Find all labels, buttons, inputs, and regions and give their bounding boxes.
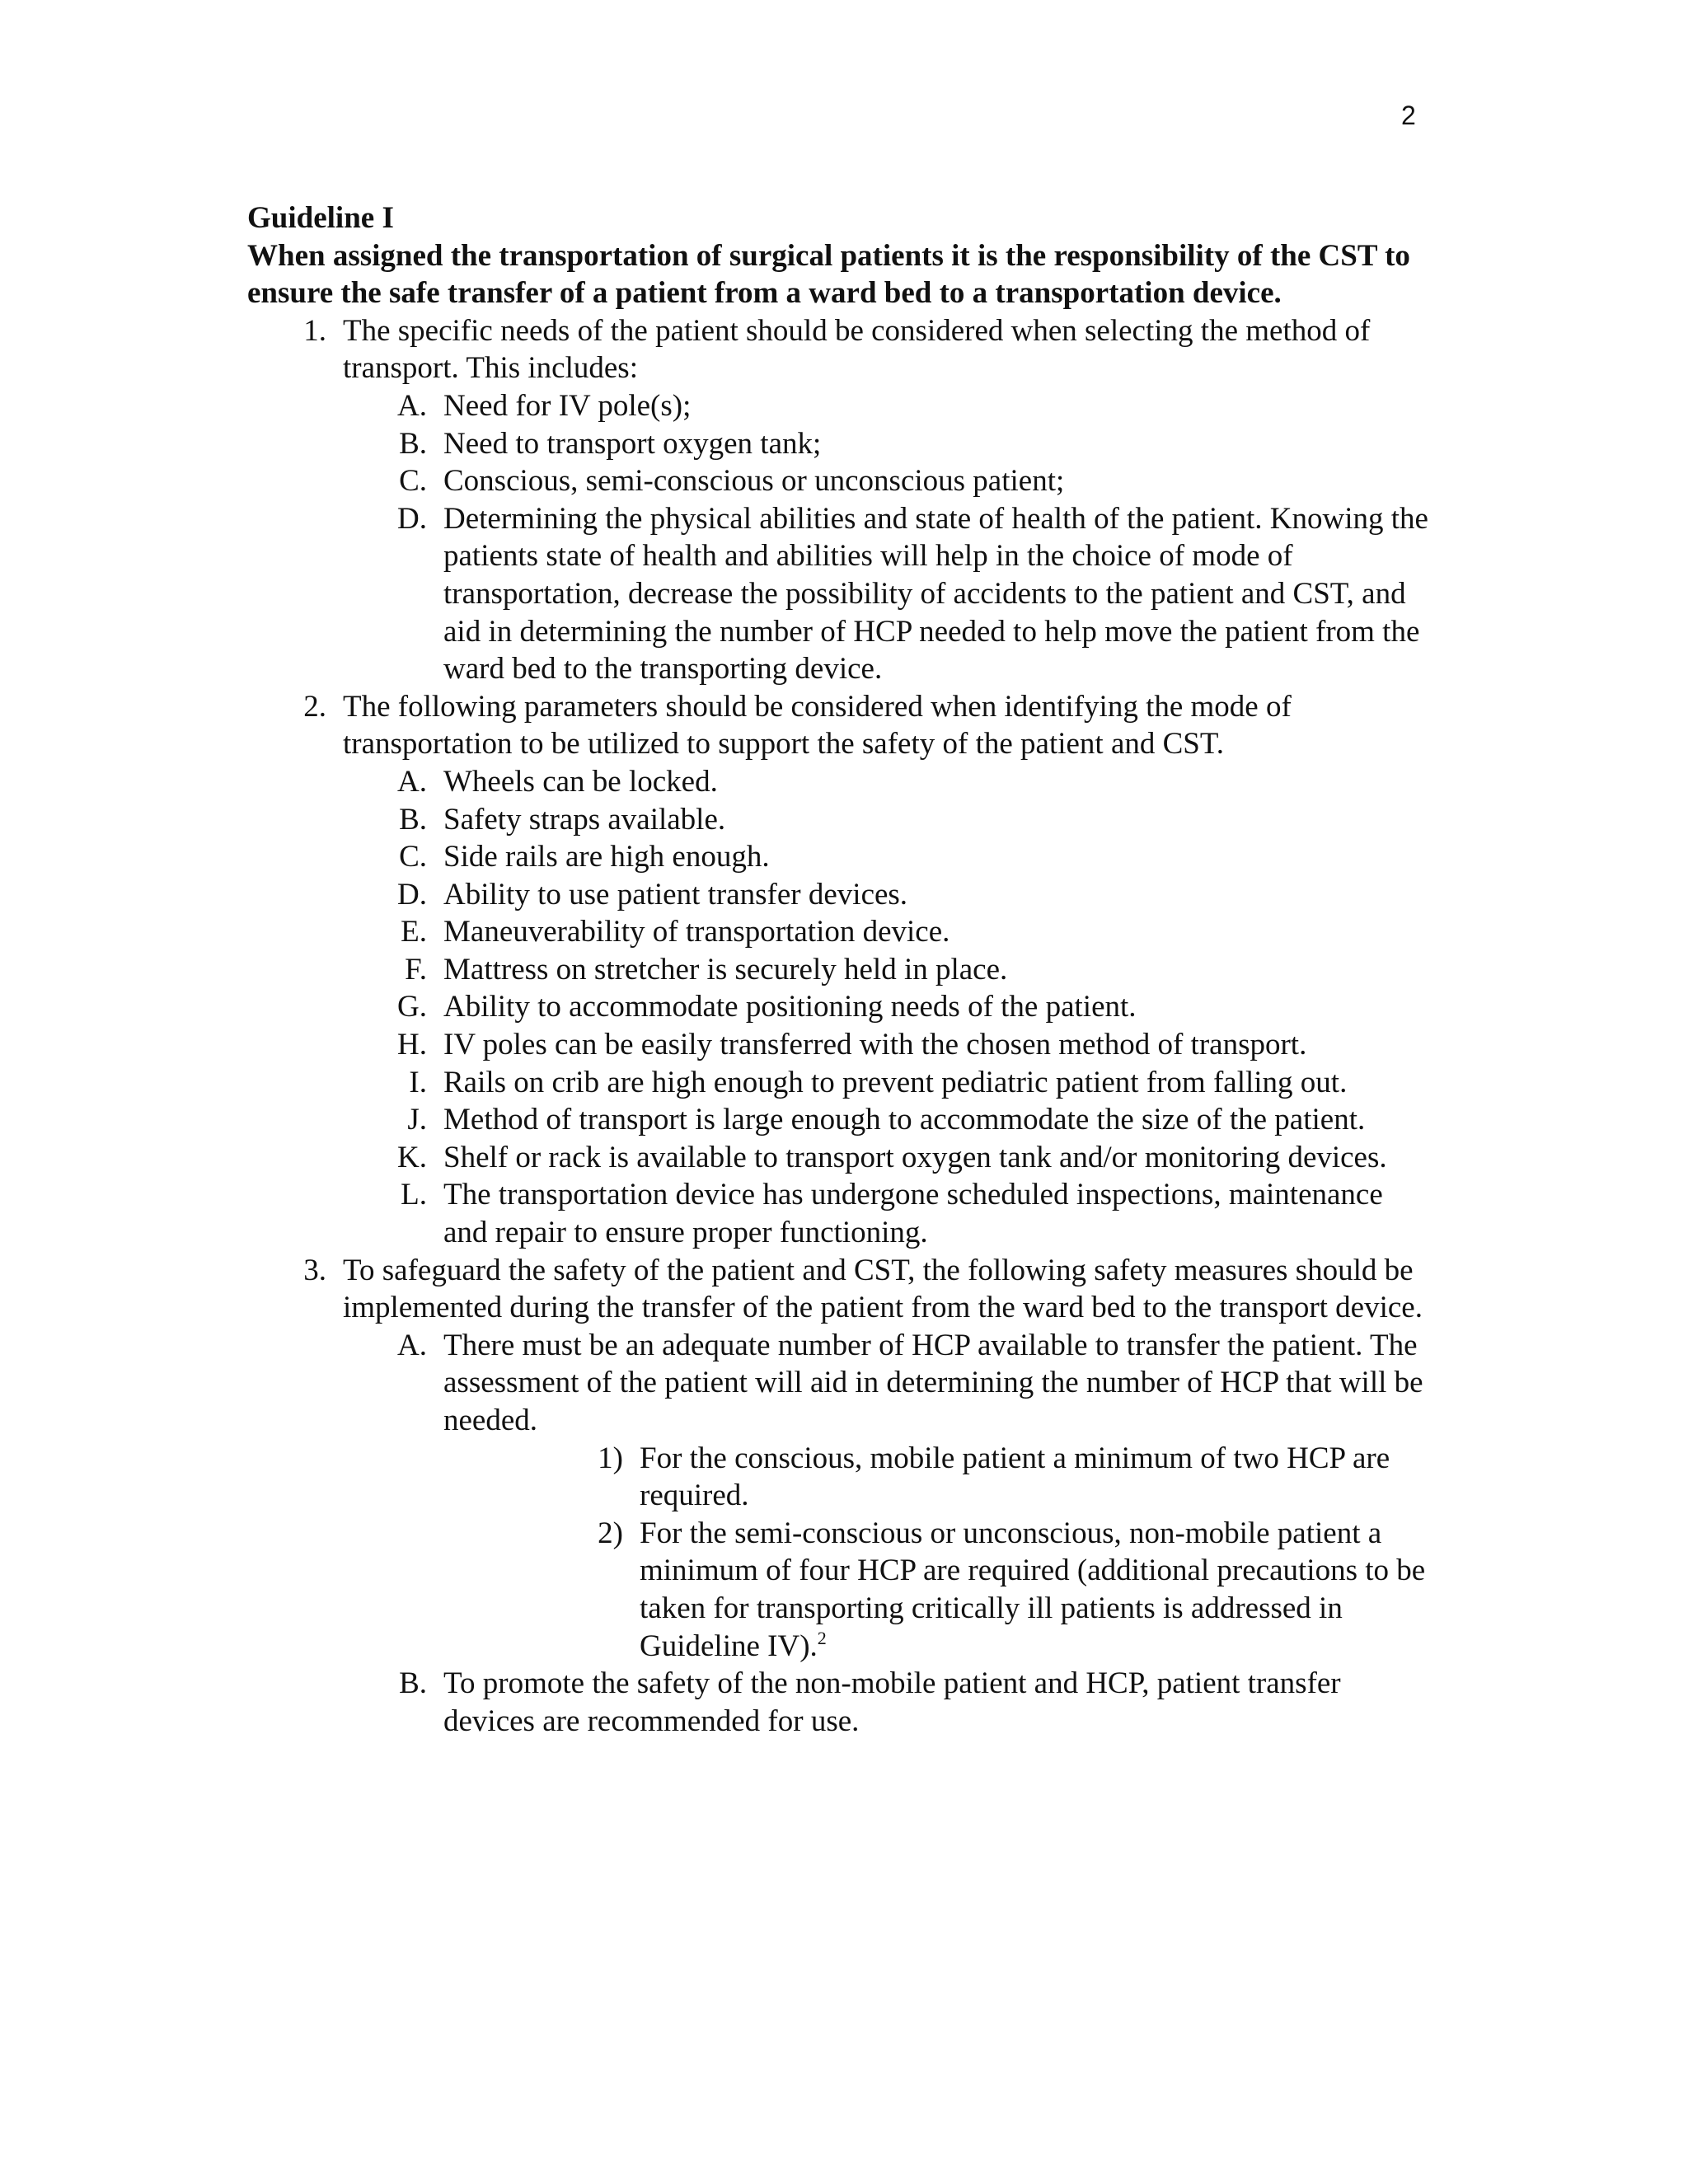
sub-item-label: B. — [399, 1666, 427, 1701]
sub-item-2b — [386, 801, 1434, 839]
sub-item-label: H. — [397, 1028, 427, 1062]
sub-sub-item-label: 2) — [598, 1516, 623, 1550]
list-item-2 — [288, 688, 1434, 763]
list-item-3 — [288, 1252, 1434, 1327]
sub-item-1b — [386, 425, 1434, 463]
sub-item-text: Safety straps available. — [443, 802, 726, 837]
sub-item-3b — [386, 1665, 1434, 1740]
sub-item-2e — [386, 913, 1434, 951]
guideline-statement: When assigned the transportation of surgical patients it is the responsibility of the CST to ensure the safe transfer of a patient from a ward bed to a transportation device. — [247, 238, 1410, 311]
sub-item-label: G. — [397, 990, 427, 1024]
sub-item-text: Determining the physical abilities and state of health of the patient. Knowing the patients state of health and abilities will help in the choice of mode of transportation, decrease the possibility of accidents to the patient and CST, and aid in determining the number of HCP needed to help move the patient from the ward bed to the transporting device. — [443, 501, 1428, 687]
sub-item-2j — [386, 1101, 1434, 1139]
sub-item-2k — [386, 1139, 1434, 1177]
sub-item-text: Need for IV pole(s); — [443, 388, 692, 423]
sub-item-2d — [386, 876, 1434, 914]
sub-item-3a — [386, 1327, 1434, 1440]
sub-item-1d — [386, 500, 1434, 688]
sub-item-text: Mattress on stretcher is securely held in place. — [443, 952, 1008, 987]
sub-item-2c — [386, 838, 1434, 876]
sub-item-label: C. — [399, 464, 427, 499]
sub-sub-item-label: 1) — [598, 1441, 623, 1475]
sub-item-2l — [386, 1176, 1434, 1251]
list-number: 3. — [303, 1253, 326, 1287]
sub-item-text: To promote the safety of the non-mobile patient and HCP, patient transfer devices are recommended for use. — [443, 1666, 1341, 1738]
sub-item-label: D. — [397, 501, 427, 536]
sub-item-label: A. — [397, 764, 427, 799]
sub-item-text: Wheels can be locked. — [443, 764, 718, 799]
sub-sub-item-text: For the conscious, mobile patient a minimum of two HCP are required. — [640, 1441, 1390, 1513]
sub-item-2h — [386, 1026, 1434, 1064]
list-number: 2. — [303, 689, 326, 724]
sub-item-label: B. — [399, 802, 427, 837]
sub-item-label: A. — [397, 388, 427, 423]
list-text: To safeguard the safety of the patient and CST, the following safety measures should be implemented during the transfer of the patient from the ward bed to the transport device. — [343, 1253, 1423, 1325]
footnote-reference: 2 — [817, 1627, 827, 1648]
sub-sub-item-content — [640, 1515, 1434, 1665]
list-item-1 — [288, 312, 1434, 387]
document-body — [247, 199, 1434, 1740]
sub-item-label: D. — [397, 877, 427, 912]
sub-item-label: I. — [409, 1065, 427, 1099]
sub-item-text: Ability to accommodate positioning needs of the patient. — [443, 990, 1137, 1024]
sub-item-label: A. — [397, 1328, 427, 1362]
sub-sub-item-text: For the semi-conscious or unconscious, non-mobile patient a minimum of four HCP are required (additional precautions to be taken for transporting critically ill patients is addressed in Guideline IV). — [640, 1516, 1426, 1663]
list-text: The specific needs of the patient should be considered when selecting the method of transport. This includes: — [343, 313, 1371, 386]
sub-item-2i — [386, 1064, 1434, 1102]
sub-item-text: Shelf or rack is available to transport oxygen tank and/or monitoring devices. — [443, 1140, 1387, 1174]
sub-item-label: E. — [401, 915, 427, 949]
sub-item-label: L. — [401, 1178, 427, 1212]
sub-item-2f — [386, 951, 1434, 989]
sub-item-label: C. — [399, 840, 427, 874]
list-text: The following parameters should be considered when identifying the mode of transportation to be utilized to support the safety of the patient and CST. — [343, 689, 1292, 762]
sub-item-text: Ability to use patient transfer devices. — [443, 877, 908, 912]
sub-sub-item-3a2 — [580, 1515, 1434, 1665]
sub-item-2a — [386, 763, 1434, 801]
sub-item-1c — [386, 462, 1434, 500]
sub-item-label: K. — [397, 1140, 427, 1174]
sub-item-label: J. — [407, 1103, 427, 1137]
sub-item-text: Conscious, semi-conscious or unconscious patient; — [443, 464, 1065, 499]
sub-item-2g — [386, 988, 1434, 1026]
sub-item-text: Need to transport oxygen tank; — [443, 426, 822, 461]
page-number: 2 — [1401, 101, 1416, 130]
guideline-title: Guideline I — [247, 201, 394, 235]
sub-item-text: IV poles can be easily transferred with the chosen method of transport. — [443, 1028, 1307, 1062]
sub-item-text: Rails on crib are high enough to prevent pediatric patient from falling out. — [443, 1065, 1348, 1099]
sub-item-label: F. — [405, 952, 427, 987]
sub-item-label: B. — [399, 426, 427, 461]
sub-item-text: Maneuverability of transportation device. — [443, 915, 950, 949]
sub-item-text: Method of transport is large enough to accommodate the size of the patient. — [443, 1103, 1366, 1137]
sub-item-text: The transportation device has undergone scheduled inspections, maintenance and repair to ensure proper functioning. — [443, 1178, 1383, 1250]
sub-item-text: Side rails are high enough. — [443, 840, 770, 874]
list-number: 1. — [303, 313, 326, 348]
sub-item-text: There must be an adequate number of HCP available to transfer the patient. The assessment of the patient will aid in determining the number of HCP that will be needed. — [443, 1328, 1423, 1437]
sub-sub-item-3a1 — [580, 1440, 1434, 1515]
sub-item-1a — [386, 387, 1434, 425]
